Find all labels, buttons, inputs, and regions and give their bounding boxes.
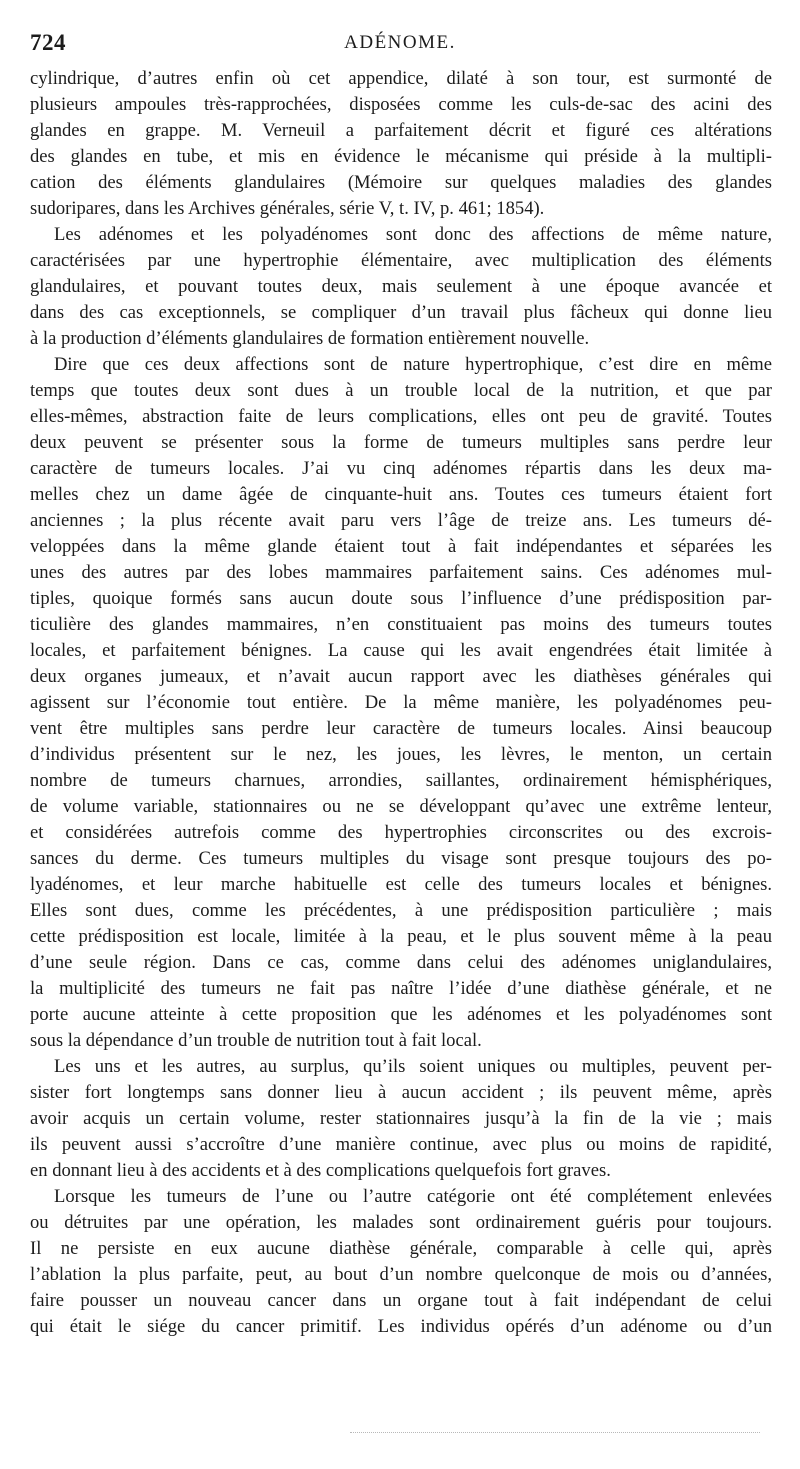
text-line: cette prédisposition est locale, limitée à la peau, et le plus souvent même à la peau: [30, 926, 772, 947]
text-line: sances du derme. Ces tumeurs multiples du visage sont presque toujours des po-: [30, 848, 772, 869]
text-line: lyadénomes, et leur marche habituelle est celle des tumeurs locales et bénignes.: [30, 874, 772, 895]
text-line: glandulaires, et pouvant toutes deux, mais seulement à une époque avancée et: [30, 276, 772, 297]
text-line: agissent sur l’économie tout entière. De la même manière, les polyadénomes peu-: [30, 692, 772, 713]
text-line: temps que toutes deux sont dues à un trouble local de la nutrition, et que par: [30, 380, 772, 401]
text-line: glandes en grappe. M. Verneuil a parfaitement décrit et figuré ces altérations: [30, 120, 772, 141]
text-line: Les uns et les autres, au surplus, qu’ils soient uniques ou multiples, peuvent per-: [54, 1056, 772, 1077]
text-line: l’ablation la plus parfaite, peut, au bout d’un nombre quelconque de mois ou d’années,: [30, 1264, 772, 1285]
text-line: elles-mêmes, abstraction faite de leurs complications, elles ont peu de gravité. Toutes: [30, 406, 772, 427]
text-line: nombre de tumeurs charnues, arrondies, saillantes, ordinairement hémisphériques,: [30, 770, 772, 791]
text-line: ticulière des glandes mammaires, n’en constituaient pas moins des tumeurs toutes: [30, 614, 772, 635]
text-line: cylindrique, d’autres enfin où cet appendice, dilaté à son tour, est surmonté de: [30, 68, 772, 89]
text-line: la multiplicité des tumeurs ne fait pas naître l’idée d’une diathèse générale, et ne: [30, 978, 772, 999]
text-line: faire pousser un nouveau cancer dans un organe tout à fait indépendant de celui: [30, 1290, 772, 1311]
text-line: à la production d’éléments glandulaires de formation entièrement nouvelle.: [30, 328, 590, 349]
text-line: cation des éléments glandulaires (Mémoire sur quelques maladies des glandes: [30, 172, 772, 193]
text-line: Elles sont dues, comme les précédentes, à une prédisposition particulière ; mais: [30, 900, 772, 921]
text-line: sous la dépendance d’un trouble de nutrition tout à fait local.: [30, 1030, 482, 1051]
text-line: de volume variable, stationnaires ou ne se développant qu’avec une extrême lenteur,: [30, 796, 772, 817]
text-line: dans des cas exceptionnels, se compliquer d’un travail plus fâcheux qui donne lieu: [30, 302, 772, 323]
text-line: porte aucune atteinte à cette proposition que les adénomes et les polyadénomes sont: [30, 1004, 772, 1025]
text-line: Dire que ces deux affections sont de nature hypertrophique, c’est dire en même: [54, 354, 772, 375]
text-line: ou détruites par une opération, les malades sont ordinairement guéris pour toujours.: [30, 1212, 772, 1233]
text-line: anciennes ; la plus récente avait paru vers l’âge de treize ans. Les tumeurs dé-: [30, 510, 772, 531]
text-line: vent être multiples sans perdre leur caractère de tumeurs locales. Ainsi beaucoup: [30, 718, 772, 739]
text-line: veloppées dans la même glande étaient tout à fait indépendantes et séparées les: [30, 536, 772, 557]
text-line: deux peuvent se présenter sous la forme de tumeurs multiples sans perdre leur: [30, 432, 772, 453]
text-line: d’individus présentent sur le nez, les joues, les lèvres, le menton, un certain: [30, 744, 772, 765]
page-number: 724: [30, 30, 66, 55]
text-line: melles chez un dame âgée de cinquante-huit ans. Toutes ces tumeurs étaient fort: [30, 484, 772, 505]
text-line: avoir acquis un certain volume, rester stationnaires jusqu’à la fin de la vie ; mais: [30, 1108, 772, 1129]
text-line: des glandes en tube, et mis en évidence le mécanisme qui préside à la multipli-: [30, 146, 772, 167]
text-line: caractérisées par une hypertrophie élémentaire, avec multiplication des éléments: [30, 250, 772, 271]
text-line: sister fort longtemps sans donner lieu à aucun accident ; ils peuvent même, après: [30, 1082, 772, 1103]
text-line: en donnant lieu à des accidents et à des complications quelquefois fort graves.: [30, 1160, 611, 1181]
text-line: deux organes jumeaux, et n’avait aucun rapport avec les diathèses générales qui: [30, 666, 772, 687]
text-line: et considérées autrefois comme des hypertrophies circonscrites ou des excrois-: [30, 822, 772, 843]
body-text: [30, 66, 772, 1340]
text-line: d’une seule région. Dans ce cas, comme dans celui des adénomes uniglandulaires,: [30, 952, 772, 973]
text-line: sudoripares, dans les Archives générales, série V, t. IV, p. 461; 1854).: [30, 198, 545, 219]
running-title: ADÉNOME.: [344, 32, 456, 53]
text-line: Lorsque les tumeurs de l’une ou l’autre catégorie ont été complétement enlevées: [54, 1186, 772, 1207]
text-line: unes des autres par des lobes mammaires parfaitement sains. Ces adénomes mul-: [30, 562, 772, 583]
text-line: Les adénomes et les polyadénomes sont donc des affections de même nature,: [54, 224, 772, 245]
text-line: Il ne persiste en eux aucune diathèse générale, comparable à celle qui, après: [30, 1238, 772, 1259]
text-line: plusieurs ampoules très-rapprochées, disposées comme les culs-de-sac des acini des: [30, 94, 772, 115]
text-line: qui était le siége du cancer primitif. Les individus opérés d’un adénome ou d’un: [30, 1316, 772, 1337]
text-line: caractère de tumeurs locales. J’ai vu cinq adénomes répartis dans les deux ma-: [30, 458, 772, 479]
text-line: ils peuvent aussi s’accroître d’une manière continue, avec plus ou moins de rapidité,: [30, 1134, 772, 1155]
text-line: locales, et parfaitement bénignes. La cause qui les avait engendrées était limitée à: [30, 640, 772, 661]
page-header: [30, 30, 770, 56]
text-line: tiples, quoique formés sans aucun doute sous l’influence d’une prédisposition par-: [30, 588, 772, 609]
footer-rule: [350, 1432, 760, 1433]
